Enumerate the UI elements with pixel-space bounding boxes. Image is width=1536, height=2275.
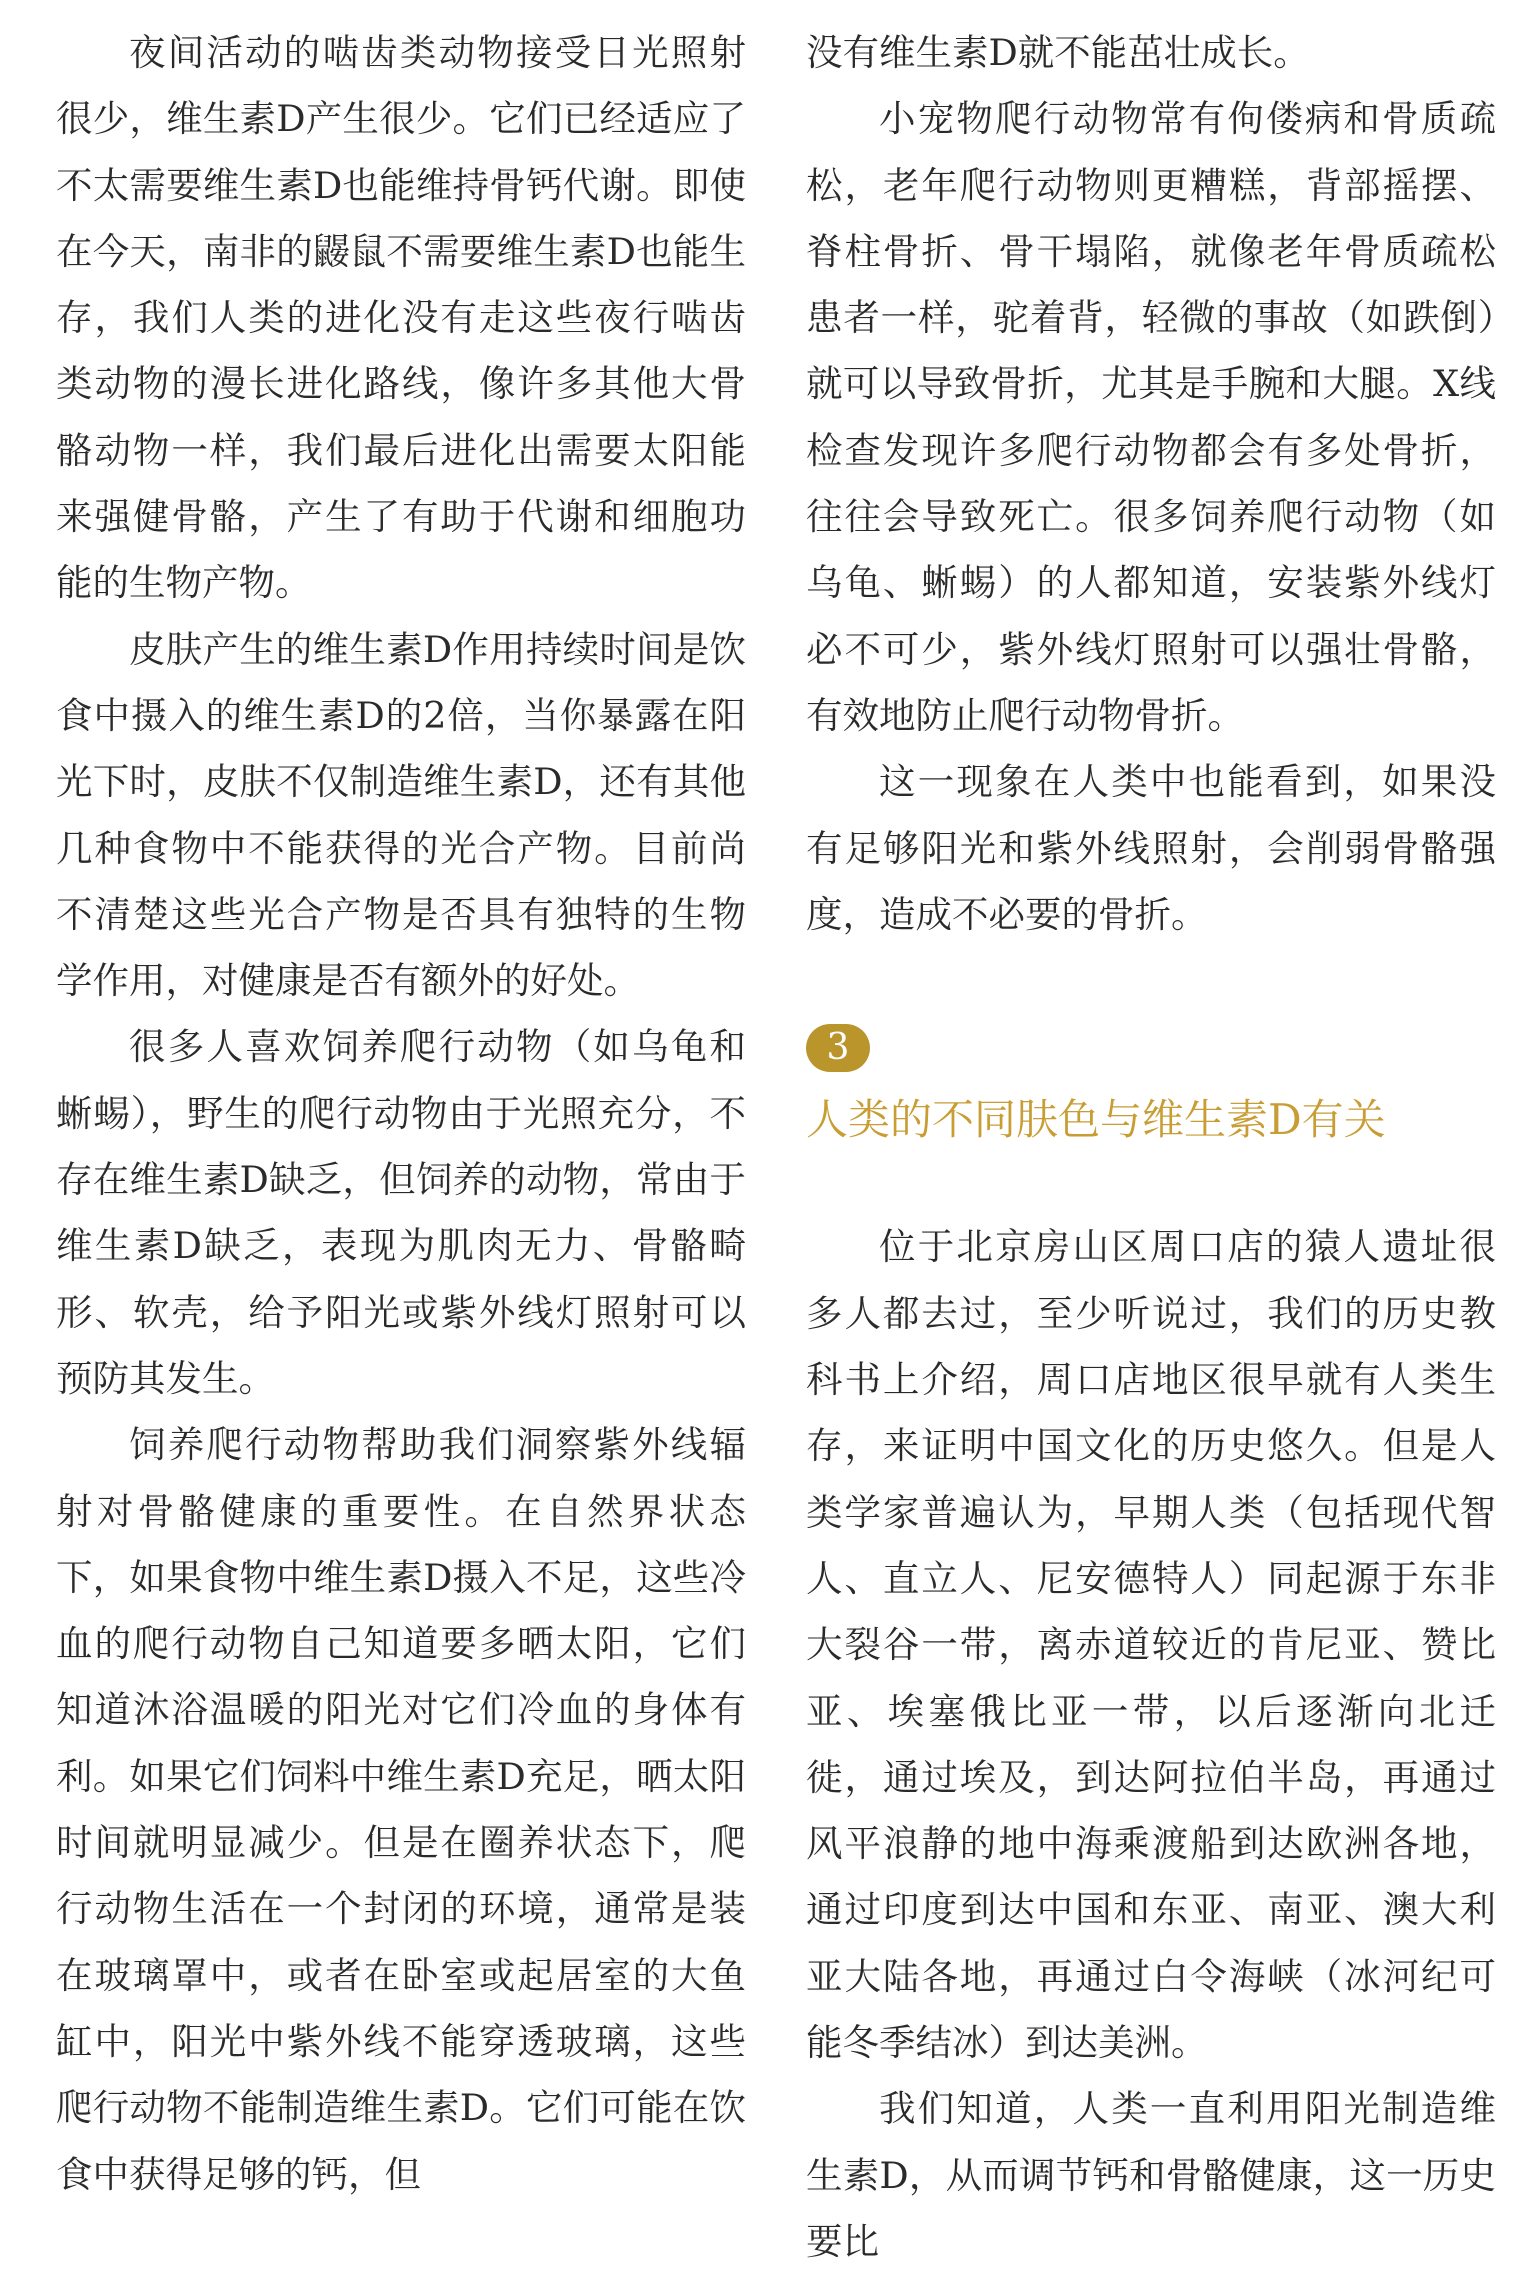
paragraph: 饲养爬行动物帮助我们洞察紫外线辐射对骨骼健康的重要性。在自然界状态下，如果食物中维生素D摄入不足，这些冷血的爬行动物自己知道要多晒太阳，它们知道沐浴温暖的阳光对它们冷血的身体有利。如果它们饲料中维生素D充足，晒太阳时间就明显减少。但是在圈养状态下，爬行动物生活在一个封闭的环境，通常是装在玻璃罩中，或者在卧室或起居室的大鱼缸中，阳光中紫外线不能穿透玻璃，这些爬行动物不能制造维生素D。它们可能在饮食中获得足够的钙，但 (56, 1423, 746, 2196)
paragraph: 夜间活动的啮齿类动物接受日光照射很少，维生素D产生很少。它们已经适应了不太需要维生素D也能维持骨钙代谢。即使在今天，南非的鼹鼠不需要维生素D也能生存，我们人类的进化没有走这些夜行啮齿类动物的漫长进化路线，像许多其他大骨骼动物一样，我们最后进化出需要太阳能来强健骨骼，产生了有助于代谢和细胞功能的生物产物。 (56, 31, 746, 605)
left-column (56, 20, 746, 2208)
paragraph-continuation: 没有维生素D就不能茁壮成长。 (806, 31, 1310, 74)
paragraph: 位于北京房山区周口店的猿人遗址很多人都去过，至少听说过，我们的历史教科书上介绍，周口店地区很早就有人类生存，来证明中国文化的历史悠久。但是人类学家普遍认为，早期人类（包括现代智人、直立人、尼安德特人）同起源于东非大裂谷一带，离赤道较近的肯尼亚、赞比亚、埃塞俄比亚一带，以后逐渐向北迁徙，通过埃及，到达阿拉伯半岛，再通过风平浪静的地中海乘渡船到达欧洲各地，通过印度到达中国和东亚、南亚、澳大利亚大陆各地，再通过白令海峡（冰河纪可能冬季结冰）到达美洲。 (806, 1225, 1496, 2065)
paragraph: 这一现象在人类中也能看到，如果没有足够阳光和紫外线照射，会削弱骨骼强度，造成不必要的骨折。 (806, 760, 1496, 936)
section-heading (806, 1014, 1496, 1152)
section-number-badge: 3 (806, 1024, 870, 1072)
paragraph: 小宠物爬行动物常有佝偻病和骨质疏松，老年爬行动物则更糟糕，背部摇摆、脊柱骨折、骨干塌陷，就像老年骨质疏松患者一样，驼着背，轻微的事故（如跌倒）就可以导致骨折，尤其是手腕和大腿。X线检查发现许多爬行动物都会有多处骨折，往往会导致死亡。很多饲养爬行动物（如乌龟、蜥蜴）的人都知道，安装紫外线灯必不可少，紫外线灯照射可以强壮骨骼，有效地防止爬行动物骨折。 (806, 97, 1496, 737)
right-column (806, 20, 1496, 2275)
paragraph: 很多人喜欢饲养爬行动物（如乌龟和蜥蜴），野生的爬行动物由于光照充分，不存在维生素D缺乏，但饲养的动物，常由于维生素D缺乏，表现为肌肉无力、骨骼畸形、软壳，给予阳光或紫外线灯照射可以预防其发生。 (56, 1025, 746, 1400)
paragraph: 皮肤产生的维生素D作用持续时间是饮食中摄入的维生素D的2倍，当你暴露在阳光下时，皮肤不仅制造维生素D，还有其他几种食物中不能获得的光合产物。目前尚不清楚这些光合产物是否具有独特的生物学作用，对健康是否有额外的好处。 (56, 627, 746, 1003)
section-title: 人类的不同肤色与维生素D有关 (806, 1095, 1386, 1145)
paragraph: 我们知道，人类一直利用阳光制造维生素D，从而调节钙和骨骼健康，这一历史要比 (806, 2087, 1496, 2263)
